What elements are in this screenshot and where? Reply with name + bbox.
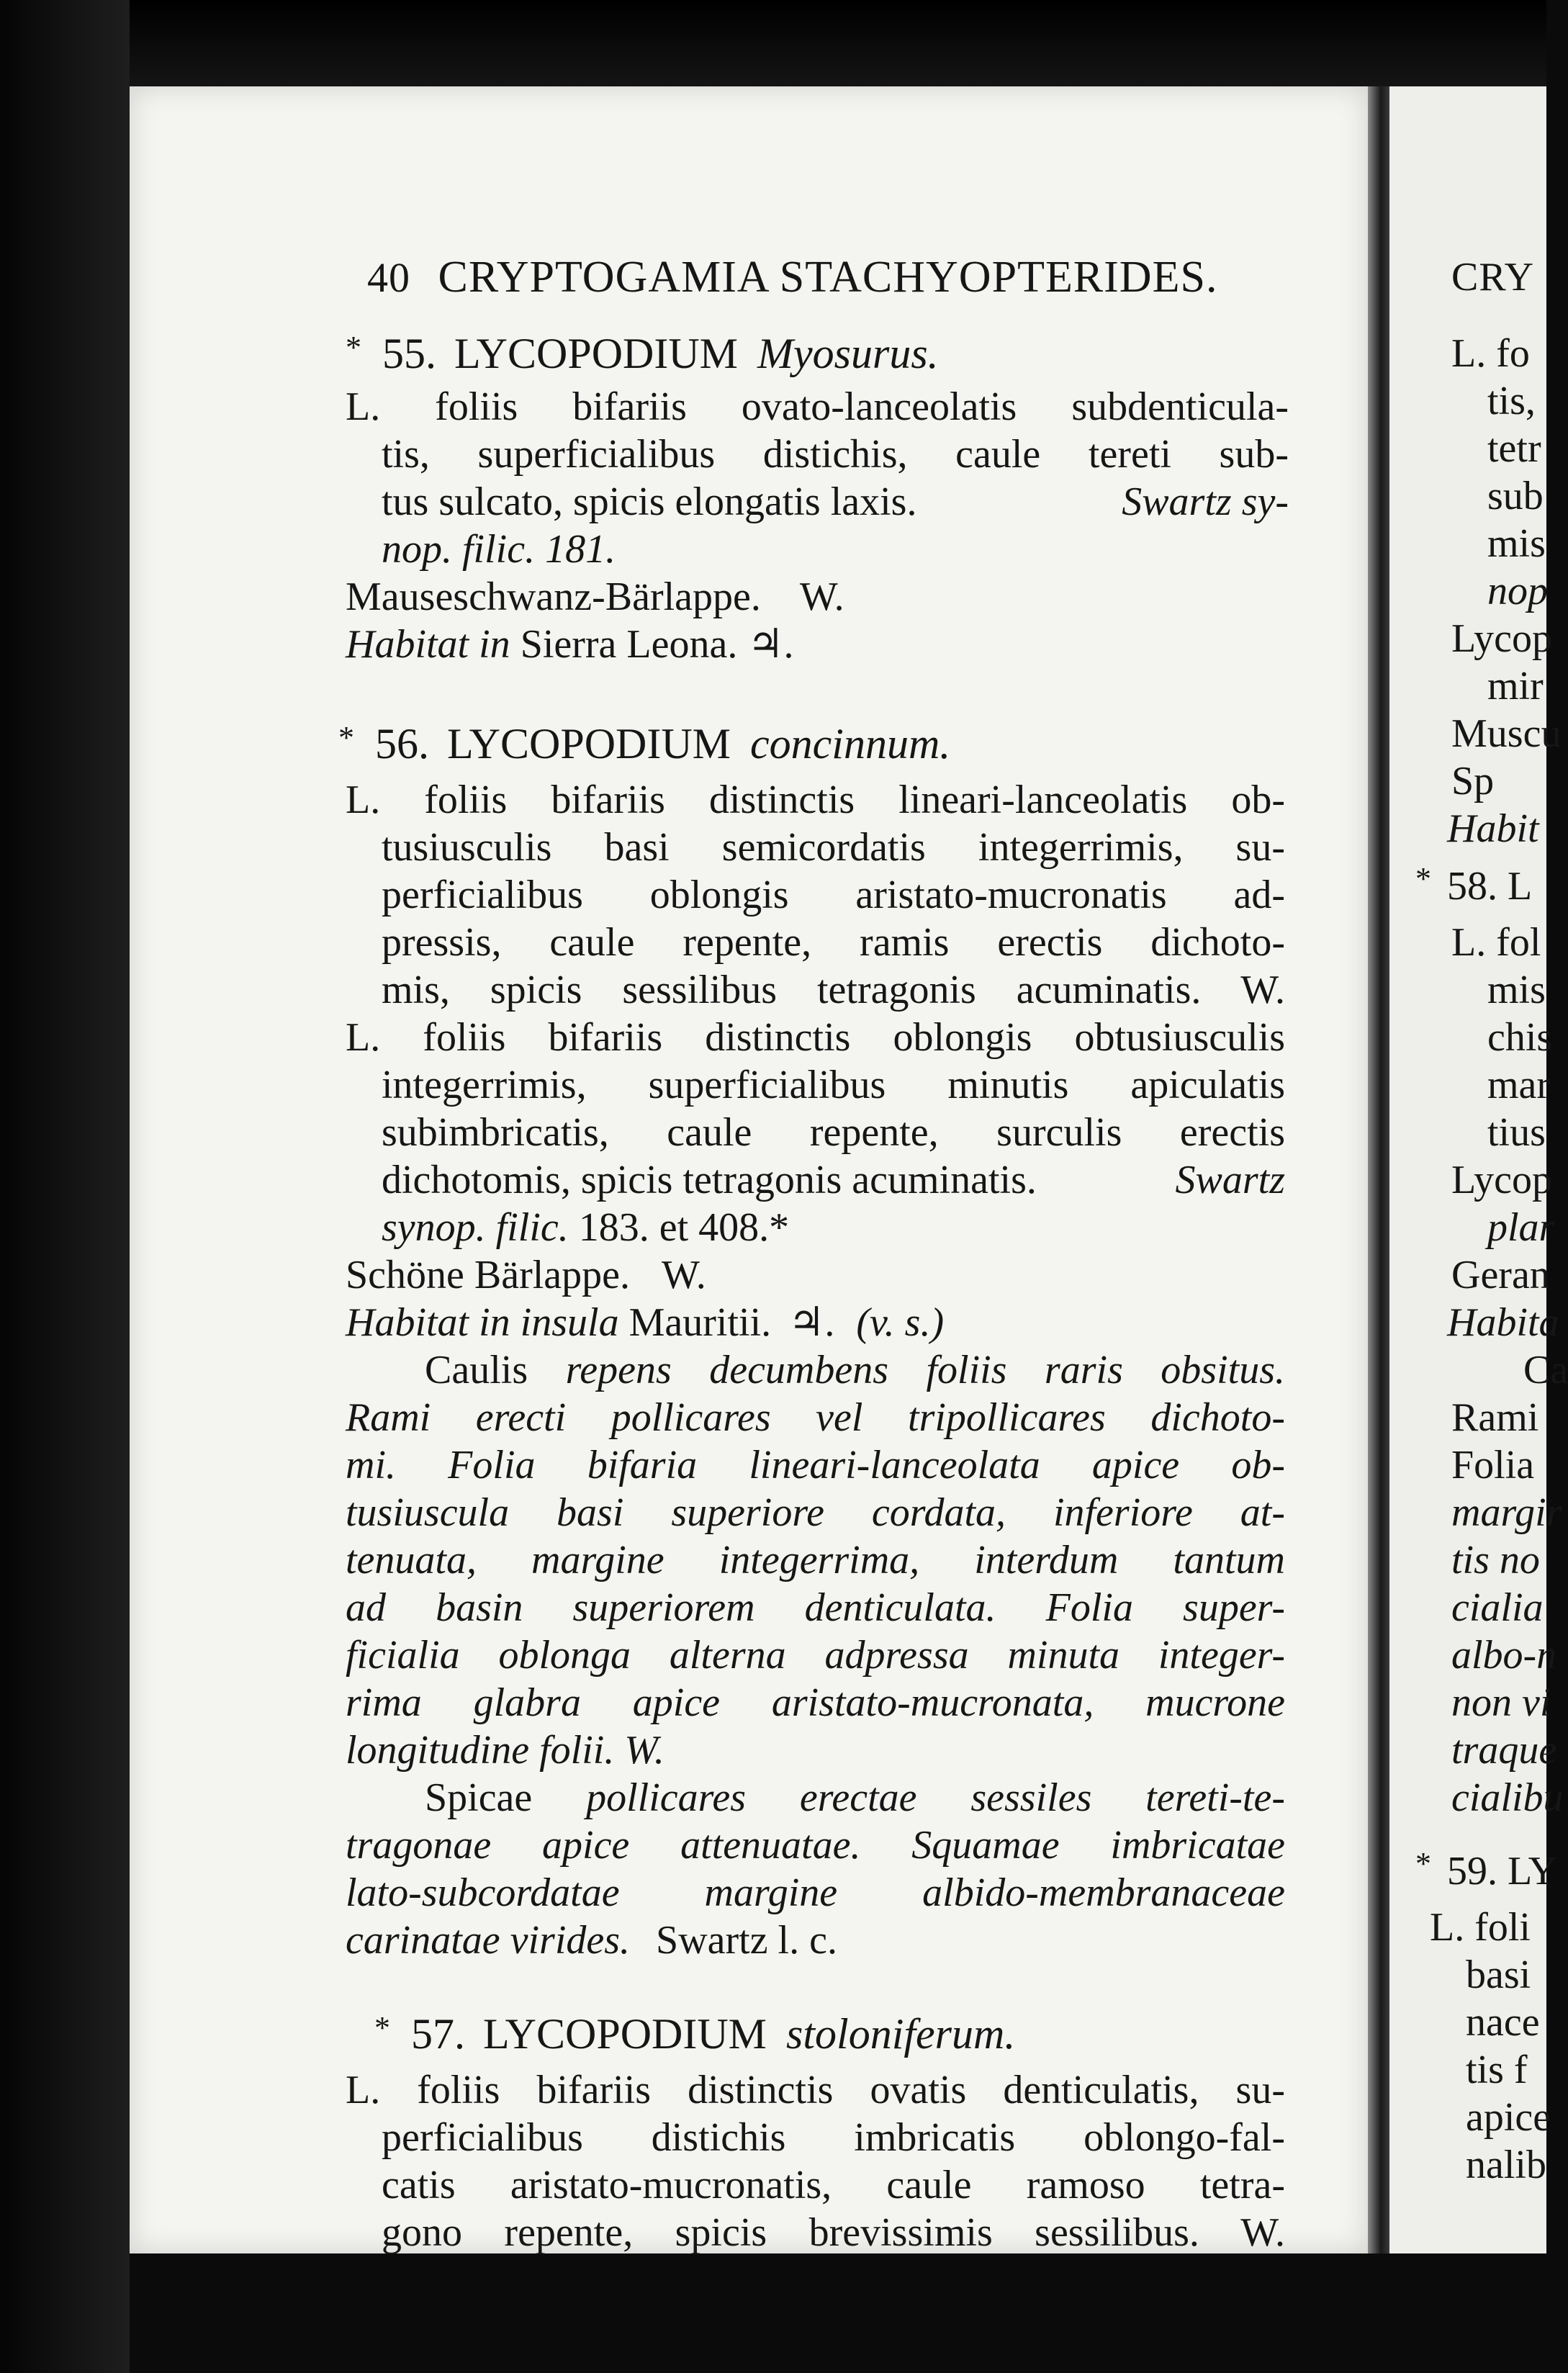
right-line: non vi	[1451, 1680, 1551, 1725]
genus-name: LYCOPODIUM	[483, 2010, 767, 2058]
right-line: plar	[1487, 1205, 1555, 1250]
right-line: mis	[1487, 521, 1546, 566]
right-line: chis	[1487, 1015, 1553, 1060]
right-line: Habita	[1447, 1300, 1559, 1345]
entry-number: 56.	[375, 720, 429, 767]
genus-name: LYCOPODIUM	[447, 720, 731, 767]
entry-56-desc-b-3: subimbricatis, caule repente, surculis erectis	[382, 1110, 1285, 1155]
obs1-line-6: ad basin superiorem denticulata. Folia super-	[346, 1585, 1285, 1630]
right-line: Rami	[1451, 1395, 1539, 1440]
entry-57-heading	[374, 2010, 1015, 2062]
asterisk-marker: *	[1415, 1846, 1431, 1881]
entry-56-desc-a-5: mis, spicis sessilibus tetragonis acuminatis. W.	[382, 968, 1285, 1012]
right-line: albo-n	[1451, 1633, 1557, 1678]
obs1-line-1: Caulis repens decumbens foliis raris obsitus.	[425, 1348, 1285, 1392]
left-page	[130, 86, 1368, 2253]
scan-top-edge	[0, 0, 1546, 94]
right-line: 59. LY	[1447, 1849, 1558, 1894]
entry-57-desc-4: gono repente, spicis brevissimis sessilibus. W.	[382, 2210, 1285, 2255]
right-line: L. foli	[1430, 1905, 1531, 1950]
genus-name: LYCOPODIUM	[454, 330, 739, 377]
entry-57-desc-1: L. foliis bifariis distinctis ovatis denticulatis, su-	[346, 2068, 1285, 2112]
right-line: tis,	[1487, 379, 1536, 423]
entry-56-desc-a-1: L. foliis bifariis distinctis lineari-lanceolatis ob-	[346, 778, 1285, 822]
page-number: 40	[367, 254, 410, 301]
book-gutter	[1368, 86, 1389, 2253]
right-line: cialibu	[1451, 1775, 1564, 1820]
asterisk-marker: *	[338, 720, 354, 755]
asterisk-marker: *	[374, 2010, 390, 2045]
right-line: Geran	[1451, 1253, 1550, 1297]
right-running-head: CRY	[1451, 255, 1535, 300]
entry-number: 55.	[382, 330, 436, 377]
right-line: tis f	[1466, 2048, 1528, 2092]
right-line: nop	[1487, 569, 1548, 613]
right-line: traque	[1451, 1728, 1557, 1773]
right-line: 58. L	[1447, 864, 1533, 909]
obs1-line-9: longitudine folii. W.	[346, 1728, 664, 1773]
right-line: mar	[1487, 1063, 1551, 1107]
species-name: Myosurus.	[757, 330, 939, 377]
obs1-line-2: Rami erecti pollicares vel tripollicares dichoto-	[346, 1395, 1285, 1440]
obs2-line-4: carinatae virides. Swartz l. c.	[346, 1918, 837, 1963]
entry-55-desc-3: tus sulcato, spicis elongatis laxis. Swartz sy-	[382, 479, 1289, 524]
asterisk-marker: *	[346, 330, 361, 365]
obs1-line-5: tenuata, margine integerrima, interdum tantum	[346, 1538, 1285, 1582]
obs2-line-1: Spicae pollicares erectae sessiles tereti-te-	[425, 1775, 1285, 1820]
entry-57-desc-3: catis aristato-mucronatis, caule ramoso tetra-	[382, 2163, 1285, 2207]
right-line: Habit	[1447, 806, 1539, 851]
right-line: basi	[1466, 1953, 1531, 1997]
right-line: mir	[1487, 664, 1544, 708]
asterisk-marker: *	[1415, 861, 1431, 896]
right-line: Lycop	[1451, 1158, 1552, 1202]
entry-56-desc-b-4: dichotomis, spicis tetragonis acuminatis. Swartz	[382, 1158, 1285, 1202]
entry-56-desc-b-2: integerrimis, superficialibus minutis apiculatis	[382, 1063, 1285, 1107]
species-name: concinnum.	[750, 720, 951, 767]
right-line: cialia	[1451, 1585, 1544, 1630]
entry-55-desc-4: nop. filic. 181.	[382, 527, 616, 572]
entry-number: 57.	[411, 2010, 465, 2058]
right-line: Muscu	[1451, 711, 1562, 756]
entry-56-ref: synop. filic. 183. et 408.*	[382, 1205, 790, 1250]
obs1-line-7: ficialia oblonga alterna adpressa minuta integer-	[346, 1633, 1285, 1678]
entry-56-desc-a-3: perficialibus oblongis aristato-mucronatis ad-	[382, 873, 1285, 917]
entry-55-desc-2: tis, superficialibus distichis, caule tereti sub-	[382, 432, 1289, 477]
right-line: tius	[1487, 1110, 1546, 1155]
entry-56-desc-a-4: pressis, caule repente, ramis erectis dichoto-	[382, 920, 1285, 965]
right-line: apice	[1466, 2095, 1551, 2140]
right-line: Ca	[1523, 1348, 1568, 1392]
obs2-line-2: tragonae apice attenuatae. Squamae imbricatae	[346, 1823, 1285, 1868]
right-page-fragment	[1389, 86, 1568, 2253]
obs1-line-8: rima glabra apice aristato-mucronata, mucrone	[346, 1680, 1285, 1725]
entry-56-vernacular: Schöne Bärlappe. W.	[346, 1253, 706, 1297]
entry-55-habitat: Habitat in Sierra Leona. ♃.	[346, 622, 794, 667]
right-line: nace	[1466, 2000, 1540, 2045]
entry-57-desc-2: perficialibus distichis imbricatis oblongo-fal-	[382, 2115, 1285, 2160]
right-line: tetr	[1487, 426, 1541, 471]
entry-56-desc-a-2: tusiusculis basi semicordatis integerrimis, su-	[382, 825, 1285, 870]
entry-55-desc-1: L. foliis bifariis ovato-lanceolatis subdenticula-	[346, 384, 1289, 429]
running-head	[367, 253, 1217, 302]
right-line: margir	[1451, 1490, 1562, 1535]
entry-55-heading	[346, 330, 939, 382]
obs1-line-4: tusiuscula basi superiore cordata, inferiore at-	[346, 1490, 1285, 1535]
scan-left-edge	[0, 0, 130, 2373]
entry-55-vernacular: Mauseschwanz-Bärlappe. W.	[346, 575, 844, 619]
entry-56-desc-b-1: L. foliis bifariis distinctis oblongis obtusiusculis	[346, 1015, 1285, 1060]
entry-56-heading	[338, 720, 950, 772]
obs2-line-3: lato-subcordatae margine albido-membranaceae	[346, 1870, 1285, 1915]
right-line: sub	[1487, 474, 1544, 518]
running-title: CRYPTOGAMIA STACHYOPTERIDES.	[438, 253, 1218, 302]
right-line: Sp	[1451, 759, 1495, 803]
species-name: stoloniferum.	[786, 2010, 1016, 2058]
obs1-line-3: mi. Folia bifaria lineari-lanceolata apice ob-	[346, 1443, 1285, 1487]
right-line: mis	[1487, 968, 1546, 1012]
right-line: L. fo	[1451, 331, 1530, 376]
right-line: tis no	[1451, 1538, 1540, 1582]
right-line: Folia	[1451, 1443, 1535, 1487]
right-line: L. fol	[1451, 920, 1541, 965]
right-line: Lycop	[1451, 616, 1552, 661]
entry-56-habitat: Habitat in insula Mauritii. ♃. (v. s.)	[346, 1300, 945, 1345]
right-line: nalib	[1466, 2143, 1546, 2187]
